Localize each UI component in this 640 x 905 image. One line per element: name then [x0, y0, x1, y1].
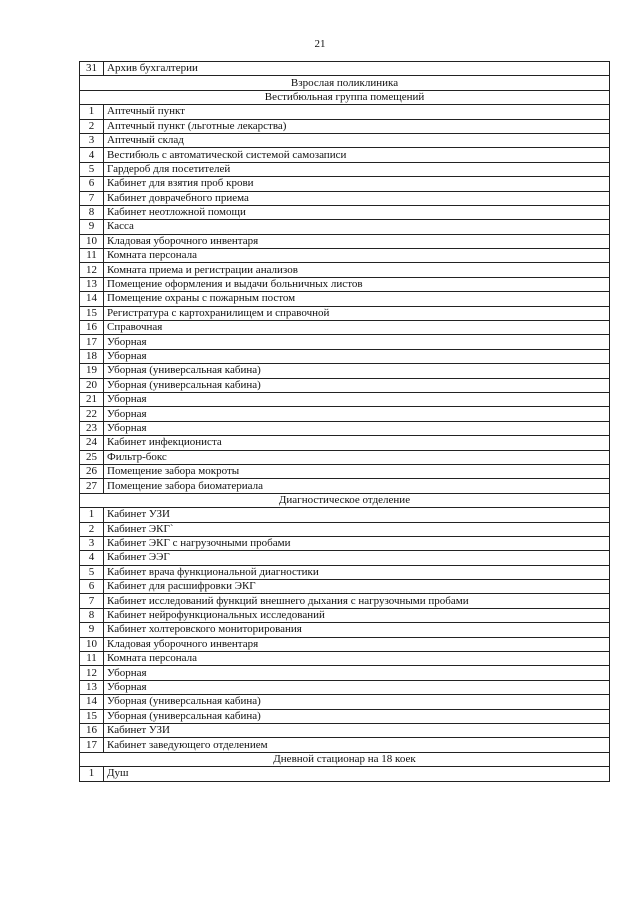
row-number: 27 — [80, 479, 104, 493]
table-row — [80, 536, 610, 550]
room-name: Вестибюль с автоматической системой самозаписи — [104, 148, 610, 162]
section-heading-row — [80, 76, 610, 90]
row-number: 7 — [80, 594, 104, 608]
row-number: 14 — [80, 695, 104, 709]
table-row — [80, 162, 610, 176]
row-number: 9 — [80, 220, 104, 234]
room-name: Уборная — [104, 335, 610, 349]
rooms-table — [79, 61, 610, 782]
row-number: 17 — [80, 738, 104, 752]
room-name: Кладовая уборочного инвентаря — [104, 637, 610, 651]
row-number: 5 — [80, 162, 104, 176]
row-number: 7 — [80, 191, 104, 205]
row-number: 3 — [80, 133, 104, 147]
table-row — [80, 62, 610, 76]
table-row — [80, 249, 610, 263]
table-row — [80, 723, 610, 737]
table-row — [80, 767, 610, 781]
row-number: 2 — [80, 522, 104, 536]
table-row — [80, 364, 610, 378]
room-name: Кабинет неотложной помощи — [104, 205, 610, 219]
table-row — [80, 407, 610, 421]
table-row — [80, 205, 610, 219]
row-number: 6 — [80, 580, 104, 594]
table-row — [80, 234, 610, 248]
row-number: 24 — [80, 436, 104, 450]
row-number: 10 — [80, 637, 104, 651]
table-row — [80, 623, 610, 637]
table-row — [80, 191, 610, 205]
row-number: 11 — [80, 249, 104, 263]
room-name: Уборная (универсальная кабина) — [104, 378, 610, 392]
table-row — [80, 652, 610, 666]
row-number: 25 — [80, 450, 104, 464]
row-number: 26 — [80, 464, 104, 478]
table-row — [80, 119, 610, 133]
room-name: Уборная (универсальная кабина) — [104, 364, 610, 378]
table-row — [80, 666, 610, 680]
room-name: Кабинет доврачебного приема — [104, 191, 610, 205]
section-heading-row — [80, 752, 610, 766]
section-heading-row — [80, 493, 610, 507]
table-row — [80, 306, 610, 320]
row-number: 9 — [80, 623, 104, 637]
table-row — [80, 738, 610, 752]
room-name: Кабинет УЗИ — [104, 723, 610, 737]
table-row — [80, 220, 610, 234]
table-row — [80, 277, 610, 291]
row-number: 20 — [80, 378, 104, 392]
table-row — [80, 133, 610, 147]
section-heading: Дневной стационар на 18 коек — [80, 752, 610, 766]
table-row — [80, 479, 610, 493]
table-row — [80, 177, 610, 191]
room-name: Кабинет для расшифровки ЭКГ — [104, 580, 610, 594]
room-name: Кабинет УЗИ — [104, 508, 610, 522]
room-name: Кладовая уборочного инвентаря — [104, 234, 610, 248]
row-number: 4 — [80, 148, 104, 162]
room-name: Уборная — [104, 421, 610, 435]
row-number: 12 — [80, 666, 104, 680]
row-number: 18 — [80, 349, 104, 363]
room-name: Кабинет заведующего отделением — [104, 738, 610, 752]
row-number: 12 — [80, 263, 104, 277]
row-number: 8 — [80, 608, 104, 622]
room-name: Уборная — [104, 349, 610, 363]
room-name: Кабинет ЭКГ с нагрузочными пробами — [104, 536, 610, 550]
table-row — [80, 508, 610, 522]
table-row — [80, 392, 610, 406]
table-row — [80, 263, 610, 277]
row-number: 17 — [80, 335, 104, 349]
row-number: 8 — [80, 205, 104, 219]
row-number: 4 — [80, 551, 104, 565]
room-name: Касса — [104, 220, 610, 234]
room-name: Уборная (универсальная кабина) — [104, 709, 610, 723]
room-name: Аптечный пункт — [104, 105, 610, 119]
room-name: Душ — [104, 767, 610, 781]
room-name: Кабинет ЭЭГ — [104, 551, 610, 565]
table-row — [80, 637, 610, 651]
room-name: Уборная — [104, 680, 610, 694]
room-name: Комната приема и регистрации анализов — [104, 263, 610, 277]
row-number: 15 — [80, 306, 104, 320]
table-row — [80, 565, 610, 579]
room-name: Уборная — [104, 666, 610, 680]
room-name: Аптечный склад — [104, 133, 610, 147]
room-name: Помещение забора мокроты — [104, 464, 610, 478]
rooms-table-body — [80, 62, 610, 782]
row-number: 19 — [80, 364, 104, 378]
row-number: 3 — [80, 536, 104, 550]
room-name: Архив бухгалтерии — [104, 62, 610, 76]
room-name: Помещение забора биоматериала — [104, 479, 610, 493]
room-name: Помещение оформления и выдачи больничных листов — [104, 277, 610, 291]
table-row — [80, 450, 610, 464]
row-number: 23 — [80, 421, 104, 435]
table-row — [80, 551, 610, 565]
room-name: Комната персонала — [104, 652, 610, 666]
room-name: Кабинет ЭКГ` — [104, 522, 610, 536]
room-name: Уборная — [104, 407, 610, 421]
room-name: Помещение охраны с пожарным постом — [104, 292, 610, 306]
room-name: Кабинет холтеровского мониторирования — [104, 623, 610, 637]
room-name: Кабинет исследований функций внешнего дыхания с нагрузочными пробами — [104, 594, 610, 608]
table-row — [80, 321, 610, 335]
page-number: 21 — [314, 38, 326, 50]
row-number: 13 — [80, 277, 104, 291]
table-row — [80, 148, 610, 162]
room-name: Регистратура с картохранилищем и справочной — [104, 306, 610, 320]
room-name: Аптечный пункт (льготные лекарства) — [104, 119, 610, 133]
row-number: 13 — [80, 680, 104, 694]
table-row — [80, 680, 610, 694]
row-number: 2 — [80, 119, 104, 133]
section-heading: Диагностическое отделение — [80, 493, 610, 507]
table-row — [80, 335, 610, 349]
room-name: Кабинет врача функциональной диагностики — [104, 565, 610, 579]
room-name: Справочная — [104, 321, 610, 335]
row-number: 14 — [80, 292, 104, 306]
row-number: 31 — [80, 62, 104, 76]
table-row — [80, 464, 610, 478]
row-number: 22 — [80, 407, 104, 421]
section-heading-row — [80, 90, 610, 104]
section-heading: Вестибюльная группа помещений — [80, 90, 610, 104]
table-row — [80, 709, 610, 723]
room-name: Гардероб для посетителей — [104, 162, 610, 176]
row-number: 5 — [80, 565, 104, 579]
room-name: Уборная (универсальная кабина) — [104, 695, 610, 709]
room-name: Комната персонала — [104, 249, 610, 263]
table-row — [80, 608, 610, 622]
row-number: 21 — [80, 392, 104, 406]
table-row — [80, 580, 610, 594]
table-row — [80, 105, 610, 119]
table-row — [80, 421, 610, 435]
row-number: 1 — [80, 767, 104, 781]
row-number: 16 — [80, 321, 104, 335]
table-row — [80, 292, 610, 306]
room-name: Уборная — [104, 392, 610, 406]
row-number: 10 — [80, 234, 104, 248]
room-name: Фильтр-бокс — [104, 450, 610, 464]
table-row — [80, 378, 610, 392]
room-name: Кабинет инфекциониста — [104, 436, 610, 450]
row-number: 16 — [80, 723, 104, 737]
row-number: 1 — [80, 105, 104, 119]
row-number: 1 — [80, 508, 104, 522]
room-name: Кабинет для взятия проб крови — [104, 177, 610, 191]
table-row — [80, 522, 610, 536]
row-number: 15 — [80, 709, 104, 723]
table-row — [80, 594, 610, 608]
table-row — [80, 436, 610, 450]
section-heading: Взрослая поликлиника — [80, 76, 610, 90]
room-name: Кабинет нейрофункциональных исследований — [104, 608, 610, 622]
table-row — [80, 695, 610, 709]
row-number: 11 — [80, 652, 104, 666]
row-number: 6 — [80, 177, 104, 191]
table-row — [80, 349, 610, 363]
